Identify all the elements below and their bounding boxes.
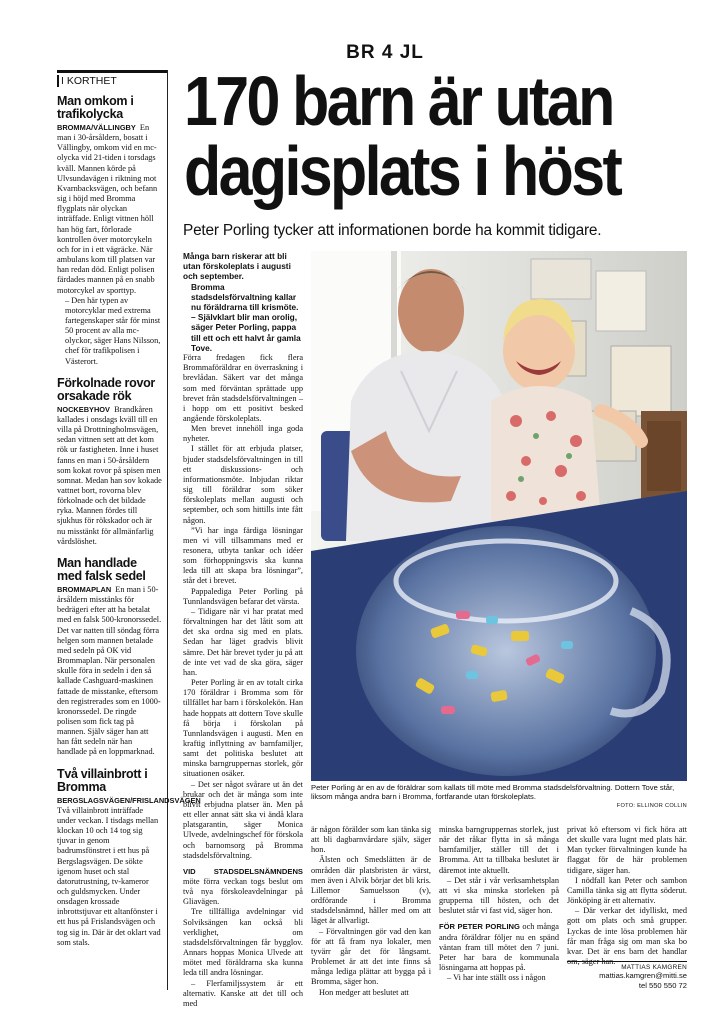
photo-illustration xyxy=(311,251,687,781)
sidebar-label: I KORTHET xyxy=(57,70,167,87)
photo-caption: Peter Porling är en av de föräldrar som kallats till möte med Bromma stadsdelsförvaltning. Dottern Tove står, liksom många andra barn i Bromma, fortfarande utan förskoleplats. FOTO: ELLINOR COLLIN xyxy=(311,783,687,809)
article-photo xyxy=(311,251,687,781)
body-paragraph: Förra fredagen fick flera Brommaföräldrar en överraskning i brevlådan. Säkert var det många som med förväntan sprättade upp brevet från stadsdelsförvaltningen – i hopp om ett positivt besked angående förskoleplats. xyxy=(183,353,303,423)
body-paragraph: Men brevet innehöll inga goda nyheter. xyxy=(183,424,303,444)
body-paragraph: VID STADSDELSNÄMNDENS möte förra veckan togs beslut om två nya förskoleavdelningar på Gliavägen. xyxy=(183,866,303,907)
body-paragraph: ”Vi har inga färdiga lösningar men vi vill tillsammans med er resonera, utbyta tankar och idéer som förhoppningsvis ska kunna leda till att skapa bra lösningar”, står det i brevet. xyxy=(183,525,303,586)
body-paragraph: minska barngruppernas storlek, just när det råkar flytta in så många barnfamiljer, ställer till det i Bromma. Att ta tillbaka beslutet är däremot inte aktuellt. xyxy=(439,825,559,875)
article-column-4 xyxy=(567,825,687,967)
body-paragraph: – Tidigare när vi har pratat med förvaltningen har det låtit som att det ska ordna sig med en plats. Sedan har läget gradvis blivit sämre. Det här brevet tyder ju på att de inte vet vad de ska göra, säger han. xyxy=(183,606,303,677)
article-lead: Många barn riskerar att bli utan förskoleplats i augusti och september. Bromma stadsdelsförvaltning kallar nu föräldrarna till krismöte. – Självklart blir man orolig, säger Peter Porling, pappa till ett och ett halvt år gamla Tove. xyxy=(183,251,301,353)
body-paragraph: privat kö eftersom vi fick höra att det skulle vara lugnt med plats här. Man tycker förvaltningen kunde ha flaggat för de här problemen tidigare, säger han. xyxy=(567,825,687,875)
body-paragraph: – Förvaltningen gör vad den kan för att få fram nya lokaler, men tyvärr går det för långsamt. Problemet är att det inte finns så många lediga plättar att bygga på i Bromma, säger hon. xyxy=(311,926,431,987)
body-paragraph: Älsten och Smedslätten är de områden där platsbristen är värst, men även i Alvik börjar det bli kris. Lillemor Samuelsson (v), ordförande i Bromma stadsdelsnämnd, håller med om att läget är allvarligt. xyxy=(311,855,431,926)
body-paragraph: – Det ser något svårare ut än det brukar och det är många som inte blivit erbjudna platser än. Men på ett eller annat sätt ska vi ändå klara platsgarantin, säger Monica Ulvede, avdelningschef för förskola och barnomsorg på Bromma stadsdelsförvaltning. xyxy=(183,779,303,860)
body-paragraph: Pappalediga Peter Porling på Tunnlandsvägen befarar det värsta. xyxy=(183,586,303,606)
body-paragraph: – Där verkar det idylliskt, med gott om plats och små grupper. Lyckas de inte lösa problemen här får man fråga sig om man ska bo kvar. Det är ens barn det handlar om, säger han. xyxy=(567,906,687,967)
brief-title: Man handlade med falsk sedel xyxy=(57,555,146,583)
brief-place: BROMMAPLAN xyxy=(57,584,112,594)
body-paragraph: FÖR PETER PORLING och många andra föräldrar följer nu en spänd väntan fram till mötet den 7 juni. Peter har bara de kommunala lösningarna att hoppas på. xyxy=(439,922,559,973)
article-column-1 xyxy=(183,251,303,1008)
byline-phone: tel 550 550 72 xyxy=(638,980,687,990)
brief-text: BROMMAPLAN En man i 50-årsåldern misstänks för bedrägeri efter att ha betalat med en falsk 500-kronorssedel. Det var natten till söndag förra helgen som mannen betalade med sedeln på OK vid Brommaplan. När personalen skulle föra in sedeln i den så kallade Cashguard-maskinen fattade de misstanke, eftersom den registrerades som en 1000-kronorssedel. De ringde polisen som fick tag på mannen. Själv säger han att han fått sedeln när han handlade på en loppmarknad. xyxy=(57,584,162,757)
article-column-3 xyxy=(439,825,559,985)
body-paragraph: – Vi har inte ställt oss i någon xyxy=(447,973,546,983)
subhead: VID STADSDELSNÄMNDENS xyxy=(183,866,303,876)
article-headline: 170 barn är utan dagisplats i höst xyxy=(184,62,621,210)
subhead: FÖR PETER PORLING xyxy=(439,922,520,932)
brief-place: BERGSLAGSVÄGEN/FRISLANDSVÄGEN xyxy=(57,795,201,805)
body-paragraph: – Det står i vår verksamhetsplan att vi ska minska storleken på grupperna till hösten, och det beslutet står vi fast vid, säger hon. xyxy=(439,875,559,916)
body-paragraph: I nödfall kan Peter och sambon Camilla tänka sig att flytta söderut. Jönköping är ett alternativ. xyxy=(567,875,687,906)
brief-title: Förkolnade rovor orsakade rök xyxy=(57,375,155,403)
brief-place: NOCKEBYHOV xyxy=(57,404,110,414)
brief-item xyxy=(57,377,167,547)
brief-title: Två villainbrott i Bromma xyxy=(57,766,148,794)
brief-title: Man omkom i trafikolycka xyxy=(57,94,134,121)
byline xyxy=(567,961,687,990)
brief-item xyxy=(57,766,201,948)
brief-place: BROMMA/VÄLLINGBY xyxy=(57,123,136,132)
brief-item xyxy=(57,557,167,758)
article-deck: Peter Porling tycker att informationen borde ha kommit tidigare. xyxy=(183,222,602,239)
brief-quote: – Den här typen av motorcyklar med extrema fartegenskaper står för minst 50 procent av alla mc-olyckor, säger Hans Nilsson, chef för trafikpolisen i Västerort. xyxy=(65,295,161,366)
body-paragraph: Peter Porling är en av totalt cirka 170 föräldrar i Bromma som för tillfället har barn i förskolekön. Han hade hoppats att dottern Tove skulle få börja i förskolan på Tunnlandsvägen i augusti. Men en kraftig inflyttning av barnfamiljer, samt det politiska beslutet att minska barngruppernas storlek, gör situationen osäker. xyxy=(183,678,303,779)
photo-credit: FOTO: ELLINOR COLLIN xyxy=(616,803,687,809)
article-column-2 xyxy=(311,825,431,997)
body-paragraph: Hon medger att beslutet att xyxy=(319,987,409,997)
body-paragraph: är någon förälder som kan tänka sig att bli dagbarnvårdare själv, säger hon. xyxy=(311,825,431,855)
body-paragraph: I stället för att erbjuda platser, bjuder stadsdelsförvaltningen in till ett diskussions- och informationsmöte. Inbjudan riktar sig till föräldrar som söker förskoleplats mellan augusti och september, och som hittills inte fått någon. xyxy=(183,444,303,525)
body-paragraph: – Flerfamiljssystem är ett alternativ. Kanske att det till och med xyxy=(183,978,303,1008)
page-marker: BR 4 JL xyxy=(346,42,424,63)
brief-text: BROMMA/VÄLLINGBY En man i 30-årsåldern, bosatt i Vällingby, omkom vid en mc-olycka vid 21-tiden i torsdags kväll. Mannen körde på Ulvsundavägen i riktning mot Kvarnbacksvägen, och befann sig i höjd med Bromma flygplats när olyckan inträffade. Enligt vittnen höll han hög fart, förlorade kontrollen över motorcykeln och for in i ett vägräcke. När ambulans kom till platsen var han redan död. Enligt polisen färdades mannen på en snabb motorcykel av sporttyp. xyxy=(57,123,158,295)
byline-name: MATTIAS KAMGREN xyxy=(621,964,687,971)
brief-text: BERGSLAGSVÄGEN/FRISLANDSVÄGEN Två villainbrott inträffade under veckan. I tisdags mellan klockan 10 och 14 tog sig tjuvar in genom badrumsfönstret i ett hus på Bergslagsvägen. De sökte igenom huset och stal datorutrustning, tv-kameror och guldsmycken. Under onsdagen krossade inbrottstjuvar ett altanfönster i ett hus på Frislandsvägen och tog sig in. Där är det oklart vad som stals. xyxy=(57,795,201,947)
byline-email: mattias.kamgren@mitti.se xyxy=(599,971,687,980)
brief-text: NOCKEBYHOV Brandkåren kallades i onsdags kväll till en villa på Drottningholmsvägen, sedan vittnen sett att det kom rök ur fastigheten. Inne i huset fanns en man i 50-årsåldern som kokat rovor på spisen men somnat. Medan han sov kokade vattnet bort, rovorna blev förkolnade och det bildade rykа. Mannen fördes till sjukhus för rökskador och är nu misstänkt för allmänfarlig vårdslöshet. xyxy=(57,404,162,546)
brief-item xyxy=(57,95,167,367)
news-briefs-sidebar xyxy=(57,70,201,990)
body-paragraph: Tre tillfälliga avdelningar vid Solviksängen kan också bli verklighet, om stadsdelsförvaltningen får bygglov. Annars hoppas Monica Ulvede att mötet med föräldrarna ska kunna leda till andra lösningar. xyxy=(183,907,303,978)
